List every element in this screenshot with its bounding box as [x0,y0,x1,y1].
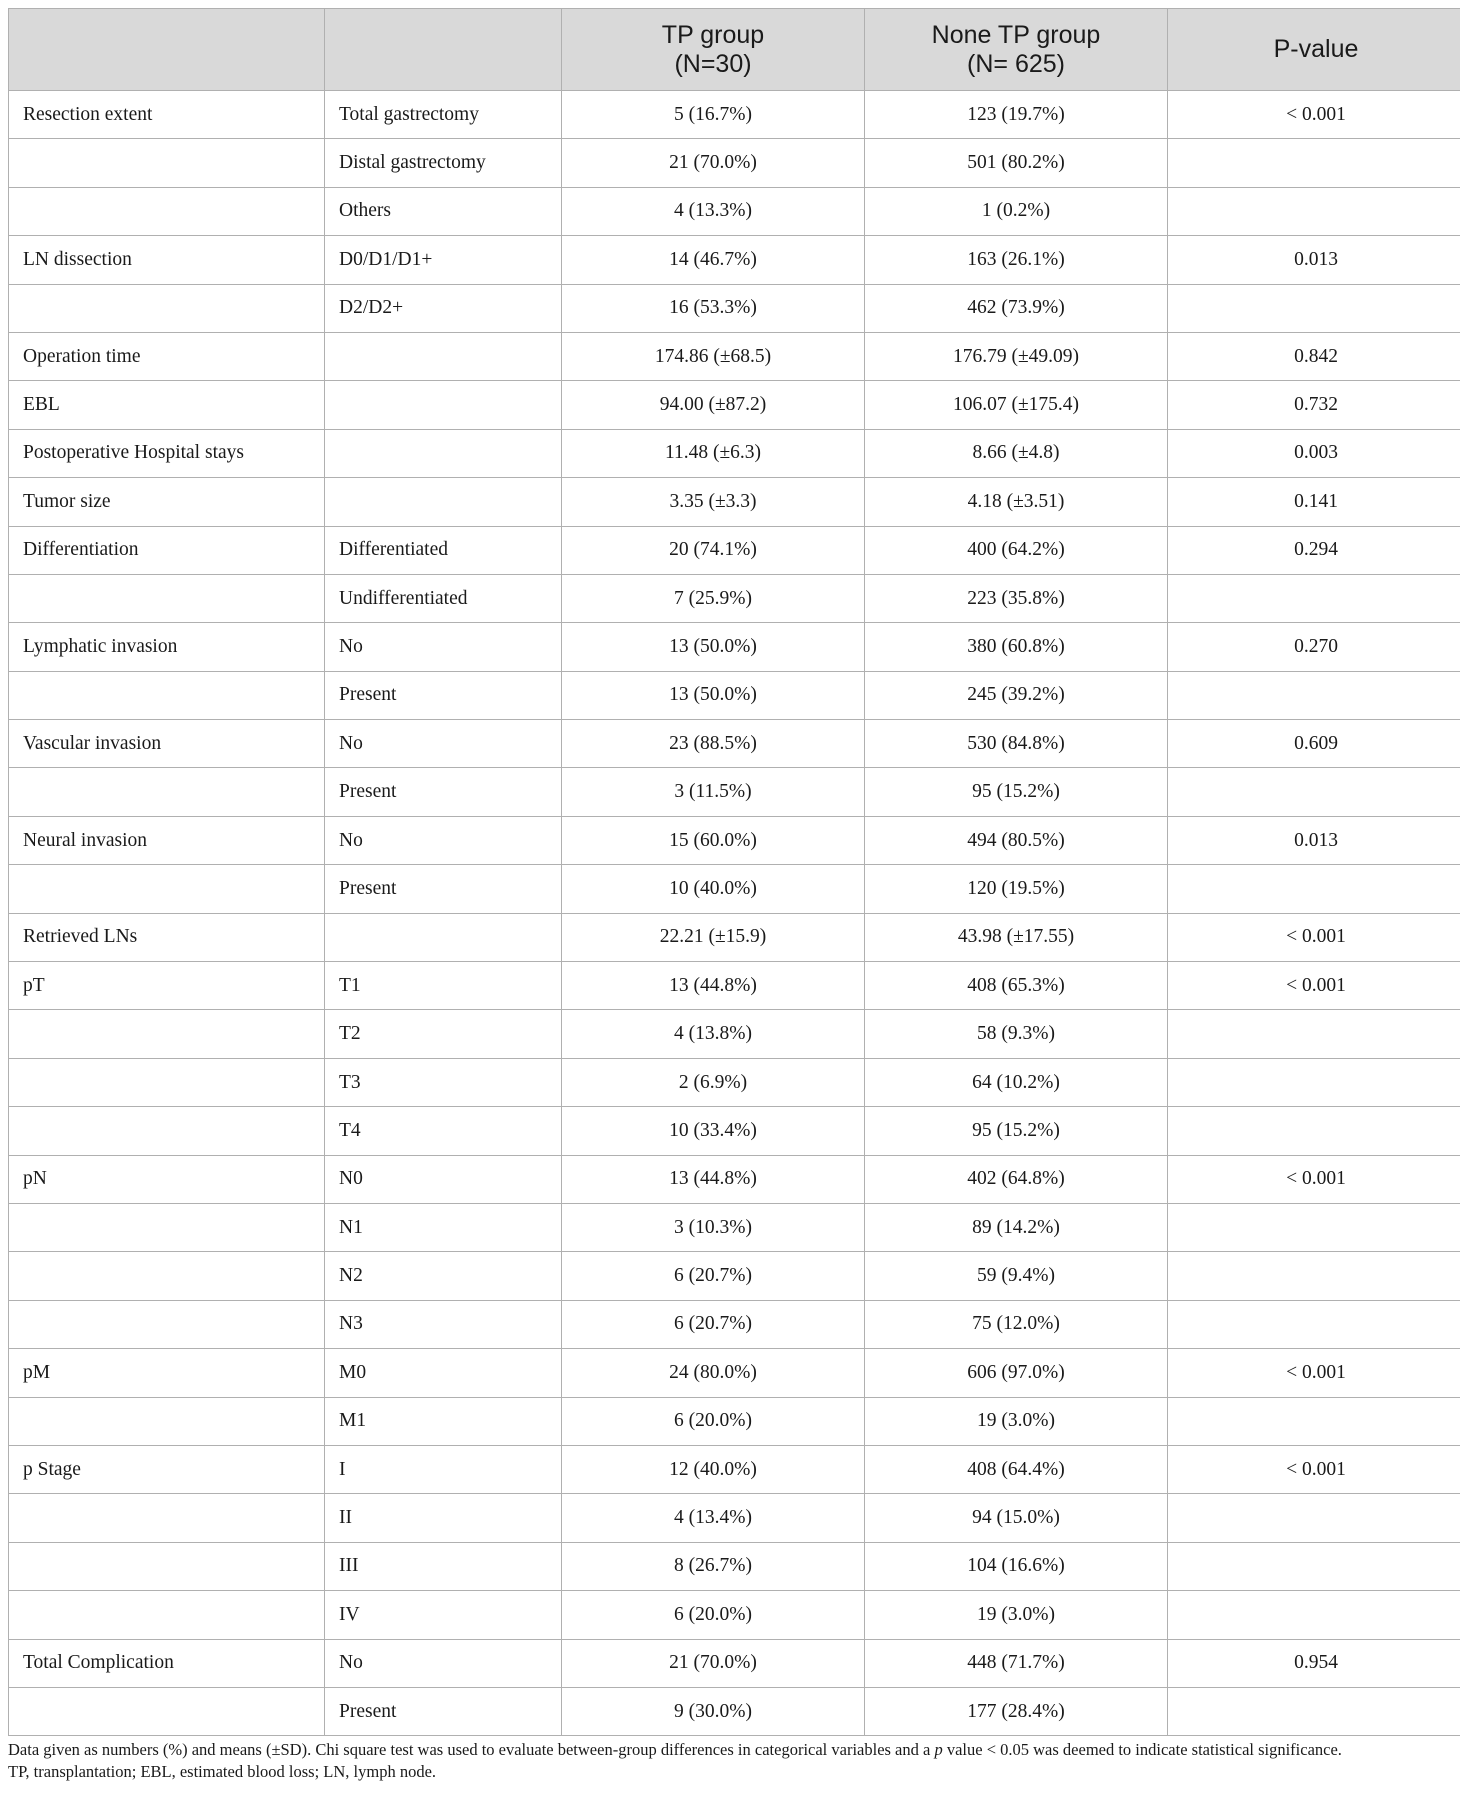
cell-variable: LN dissection [9,236,325,284]
cell-none-tp-group: 19 (3.0%) [865,1591,1168,1639]
cell-tp-group: 6 (20.7%) [562,1252,865,1300]
cell-variable [9,139,325,187]
cell-variable [9,1300,325,1348]
footnote-abbreviations: TP, transplantation; EBL, estimated blood loss; LN, lymph node. [8,1762,437,1782]
table-row [9,913,1460,961]
cell-p-value: 0.954 [1168,1639,1460,1687]
table-row [9,478,1460,526]
cell-none-tp-group: 530 (84.8%) [865,720,1168,768]
cell-p-value: 0.294 [1168,526,1460,574]
table-row [9,816,1460,864]
footnote-note-text-end: value < 0.05 was deemed to indicate statistical significance. [942,1740,1342,1760]
cell-p-value [1168,1494,1460,1542]
cell-p-value: 0.013 [1168,816,1460,864]
cell-variable: Total Complication [9,1639,325,1687]
cell-none-tp-group: 95 (15.2%) [865,768,1168,816]
cell-tp-group: 13 (44.8%) [562,962,865,1010]
cell-tp-group: 3 (10.3%) [562,1203,865,1251]
header-none-tp-group-line: None TP group [931,20,1101,49]
cell-variable [9,1542,325,1590]
cell-variable [9,1203,325,1251]
cell-tp-group: 3 (11.5%) [562,768,865,816]
cell-variable: Vascular invasion [9,720,325,768]
cell-variable [9,1494,325,1542]
cell-none-tp-group: 4.18 (±3.51) [865,478,1168,526]
cell-p-value: 0.141 [1168,478,1460,526]
cell-none-tp-group: 408 (65.3%) [865,962,1168,1010]
footnote-note-text: Data given as numbers (%) and means (±SD). Chi square test was used to evaluate between-group differences in categorical variables and a [8,1740,935,1760]
table-wrapper [8,8,1460,1783]
cell-tp-group: 23 (88.5%) [562,720,865,768]
cell-variable [9,284,325,332]
cell-variable: Postoperative Hospital stays [9,429,325,477]
cell-variable: Lymphatic invasion [9,623,325,671]
cell-tp-group: 11.48 (±6.3) [562,429,865,477]
cell-tp-group: 6 (20.0%) [562,1591,865,1639]
cell-tp-group: 3.35 (±3.3) [562,478,865,526]
table-row [9,381,1460,429]
table-row [9,768,1460,816]
cell-none-tp-group: 94 (15.0%) [865,1494,1168,1542]
table-row [9,1058,1460,1106]
footnote-note [8,1739,1454,1761]
cell-tp-group: 174.86 (±68.5) [562,332,865,380]
cell-category: IV [325,1591,562,1639]
cell-variable [9,1397,325,1445]
cell-p-value: < 0.001 [1168,962,1460,1010]
table-row [9,1203,1460,1251]
cell-p-value: < 0.001 [1168,91,1460,139]
results-table [8,8,1460,1736]
cell-variable [9,1058,325,1106]
cell-category: Others [325,187,562,235]
table-footnote [8,1739,1454,1783]
cell-variable [9,768,325,816]
cell-none-tp-group: 123 (19.7%) [865,91,1168,139]
table-row [9,1687,1460,1735]
cell-variable [9,1591,325,1639]
cell-p-value: 0.732 [1168,381,1460,429]
cell-category: Distal gastrectomy [325,139,562,187]
cell-variable: pM [9,1349,325,1397]
cell-tp-group: 12 (40.0%) [562,1445,865,1493]
cell-none-tp-group: 501 (80.2%) [865,139,1168,187]
cell-variable: Tumor size [9,478,325,526]
cell-none-tp-group: 245 (39.2%) [865,671,1168,719]
table-row [9,1349,1460,1397]
cell-category: N0 [325,1155,562,1203]
cell-none-tp-group: 64 (10.2%) [865,1058,1168,1106]
cell-tp-group: 15 (60.0%) [562,816,865,864]
cell-none-tp-group: 19 (3.0%) [865,1397,1168,1445]
cell-category [325,913,562,961]
cell-category: D2/D2+ [325,284,562,332]
table-row [9,1591,1460,1639]
cell-category: N3 [325,1300,562,1348]
cell-variable [9,865,325,913]
cell-p-value: < 0.001 [1168,1349,1460,1397]
cell-tp-group: 7 (25.9%) [562,574,865,622]
table-row [9,962,1460,1010]
cell-p-value [1168,1397,1460,1445]
header-row [9,9,1460,91]
cell-none-tp-group: 462 (73.9%) [865,284,1168,332]
cell-tp-group: 8 (26.7%) [562,1542,865,1590]
cell-variable: Retrieved LNs [9,913,325,961]
cell-p-value: < 0.001 [1168,1155,1460,1203]
cell-tp-group: 4 (13.3%) [562,187,865,235]
cell-tp-group: 13 (50.0%) [562,623,865,671]
cell-none-tp-group: 120 (19.5%) [865,865,1168,913]
cell-variable: Operation time [9,332,325,380]
table-row [9,1494,1460,1542]
cell-none-tp-group: 58 (9.3%) [865,1010,1168,1058]
cell-category: Undifferentiated [325,574,562,622]
cell-variable [9,1107,325,1155]
cell-p-value [1168,1203,1460,1251]
cell-none-tp-group: 223 (35.8%) [865,574,1168,622]
cell-p-value [1168,1591,1460,1639]
cell-none-tp-group: 106.07 (±175.4) [865,381,1168,429]
header-variable [9,9,325,91]
cell-none-tp-group: 8.66 (±4.8) [865,429,1168,477]
cell-none-tp-group: 402 (64.8%) [865,1155,1168,1203]
table-row [9,865,1460,913]
table-row [9,236,1460,284]
cell-tp-group: 5 (16.7%) [562,91,865,139]
cell-tp-group: 13 (50.0%) [562,671,865,719]
cell-category: II [325,1494,562,1542]
cell-p-value [1168,671,1460,719]
header-none-tp-group-line: (N= 625) [967,49,1065,78]
cell-category: I [325,1445,562,1493]
cell-variable: EBL [9,381,325,429]
table-row [9,91,1460,139]
cell-category: M1 [325,1397,562,1445]
table-row [9,623,1460,671]
cell-variable: p Stage [9,1445,325,1493]
cell-p-value: 0.013 [1168,236,1460,284]
table-row [9,574,1460,622]
cell-variable: Neural invasion [9,816,325,864]
cell-p-value [1168,1058,1460,1106]
cell-variable: Differentiation [9,526,325,574]
cell-category: D0/D1/D1+ [325,236,562,284]
cell-none-tp-group: 95 (15.2%) [865,1107,1168,1155]
cell-p-value: 0.270 [1168,623,1460,671]
table-header [9,9,1460,91]
cell-category: T4 [325,1107,562,1155]
table-row [9,1010,1460,1058]
cell-category: No [325,623,562,671]
table-row [9,1300,1460,1348]
cell-category: T1 [325,962,562,1010]
cell-p-value [1168,1010,1460,1058]
table-row [9,1542,1460,1590]
cell-none-tp-group: 43.98 (±17.55) [865,913,1168,961]
table-row [9,332,1460,380]
cell-tp-group: 21 (70.0%) [562,1639,865,1687]
cell-tp-group: 14 (46.7%) [562,236,865,284]
cell-category: M0 [325,1349,562,1397]
cell-tp-group: 4 (13.4%) [562,1494,865,1542]
cell-category [325,429,562,477]
table-row [9,139,1460,187]
cell-none-tp-group: 89 (14.2%) [865,1203,1168,1251]
cell-p-value [1168,768,1460,816]
cell-p-value [1168,1300,1460,1348]
cell-none-tp-group: 176.79 (±49.09) [865,332,1168,380]
cell-tp-group: 9 (30.0%) [562,1687,865,1735]
cell-none-tp-group: 380 (60.8%) [865,623,1168,671]
cell-none-tp-group: 1 (0.2%) [865,187,1168,235]
cell-p-value: 0.003 [1168,429,1460,477]
header-tp-group-line: (N=30) [674,49,752,78]
cell-tp-group: 6 (20.7%) [562,1300,865,1348]
cell-none-tp-group: 408 (64.4%) [865,1445,1168,1493]
table-row [9,1155,1460,1203]
cell-category: Differentiated [325,526,562,574]
cell-p-value: < 0.001 [1168,1445,1460,1493]
cell-category: Present [325,671,562,719]
cell-tp-group: 2 (6.9%) [562,1058,865,1106]
cell-none-tp-group: 104 (16.6%) [865,1542,1168,1590]
cell-category: No [325,720,562,768]
cell-category: N1 [325,1203,562,1251]
table-row [9,526,1460,574]
table-body [9,91,1460,1736]
cell-p-value: 0.609 [1168,720,1460,768]
cell-category: T2 [325,1010,562,1058]
cell-variable [9,1010,325,1058]
cell-variable: pN [9,1155,325,1203]
table-row [9,429,1460,477]
cell-none-tp-group: 163 (26.1%) [865,236,1168,284]
table-row [9,1397,1460,1445]
header-tp-group [562,9,865,91]
header-p-value [1168,9,1460,91]
cell-category: Total gastrectomy [325,91,562,139]
cell-category: T3 [325,1058,562,1106]
cell-p-value [1168,1542,1460,1590]
header-category [325,9,562,91]
table-row [9,1639,1460,1687]
header-none-tp-group [865,9,1168,91]
cell-variable: Resection extent [9,91,325,139]
cell-category [325,381,562,429]
table-row [9,1445,1460,1493]
cell-variable: pT [9,962,325,1010]
cell-p-value [1168,187,1460,235]
cell-variable [9,187,325,235]
cell-category: N2 [325,1252,562,1300]
cell-tp-group: 22.21 (±15.9) [562,913,865,961]
cell-p-value [1168,1252,1460,1300]
header-p-value-line: P-value [1273,35,1359,63]
cell-category: Present [325,768,562,816]
cell-none-tp-group: 59 (9.4%) [865,1252,1168,1300]
cell-p-value [1168,1687,1460,1735]
cell-none-tp-group: 448 (71.7%) [865,1639,1168,1687]
table-row [9,720,1460,768]
cell-category: No [325,816,562,864]
cell-tp-group: 10 (40.0%) [562,865,865,913]
cell-none-tp-group: 494 (80.5%) [865,816,1168,864]
cell-tp-group: 94.00 (±87.2) [562,381,865,429]
table-row [9,1107,1460,1155]
cell-category: Present [325,1687,562,1735]
header-tp-group-line: TP group [661,20,765,49]
table-row [9,284,1460,332]
cell-tp-group: 4 (13.8%) [562,1010,865,1058]
table-row [9,187,1460,235]
cell-tp-group: 24 (80.0%) [562,1349,865,1397]
cell-category [325,478,562,526]
cell-tp-group: 13 (44.8%) [562,1155,865,1203]
cell-p-value: 0.842 [1168,332,1460,380]
cell-variable [9,1252,325,1300]
cell-category: No [325,1639,562,1687]
cell-none-tp-group: 177 (28.4%) [865,1687,1168,1735]
cell-tp-group: 16 (53.3%) [562,284,865,332]
cell-category: Present [325,865,562,913]
cell-tp-group: 6 (20.0%) [562,1397,865,1445]
cell-tp-group: 10 (33.4%) [562,1107,865,1155]
cell-none-tp-group: 75 (12.0%) [865,1300,1168,1348]
cell-category: III [325,1542,562,1590]
table-row [9,1252,1460,1300]
cell-category [325,332,562,380]
cell-variable [9,1687,325,1735]
cell-variable [9,574,325,622]
cell-none-tp-group: 606 (97.0%) [865,1349,1168,1397]
cell-none-tp-group: 400 (64.2%) [865,526,1168,574]
cell-p-value [1168,574,1460,622]
cell-tp-group: 20 (74.1%) [562,526,865,574]
cell-p-value [1168,1107,1460,1155]
cell-p-value [1168,284,1460,332]
footnote-p-symbol: p [934,1740,943,1760]
cell-variable [9,671,325,719]
table-row [9,671,1460,719]
cell-tp-group: 21 (70.0%) [562,139,865,187]
cell-p-value [1168,139,1460,187]
cell-p-value [1168,865,1460,913]
cell-p-value: < 0.001 [1168,913,1460,961]
